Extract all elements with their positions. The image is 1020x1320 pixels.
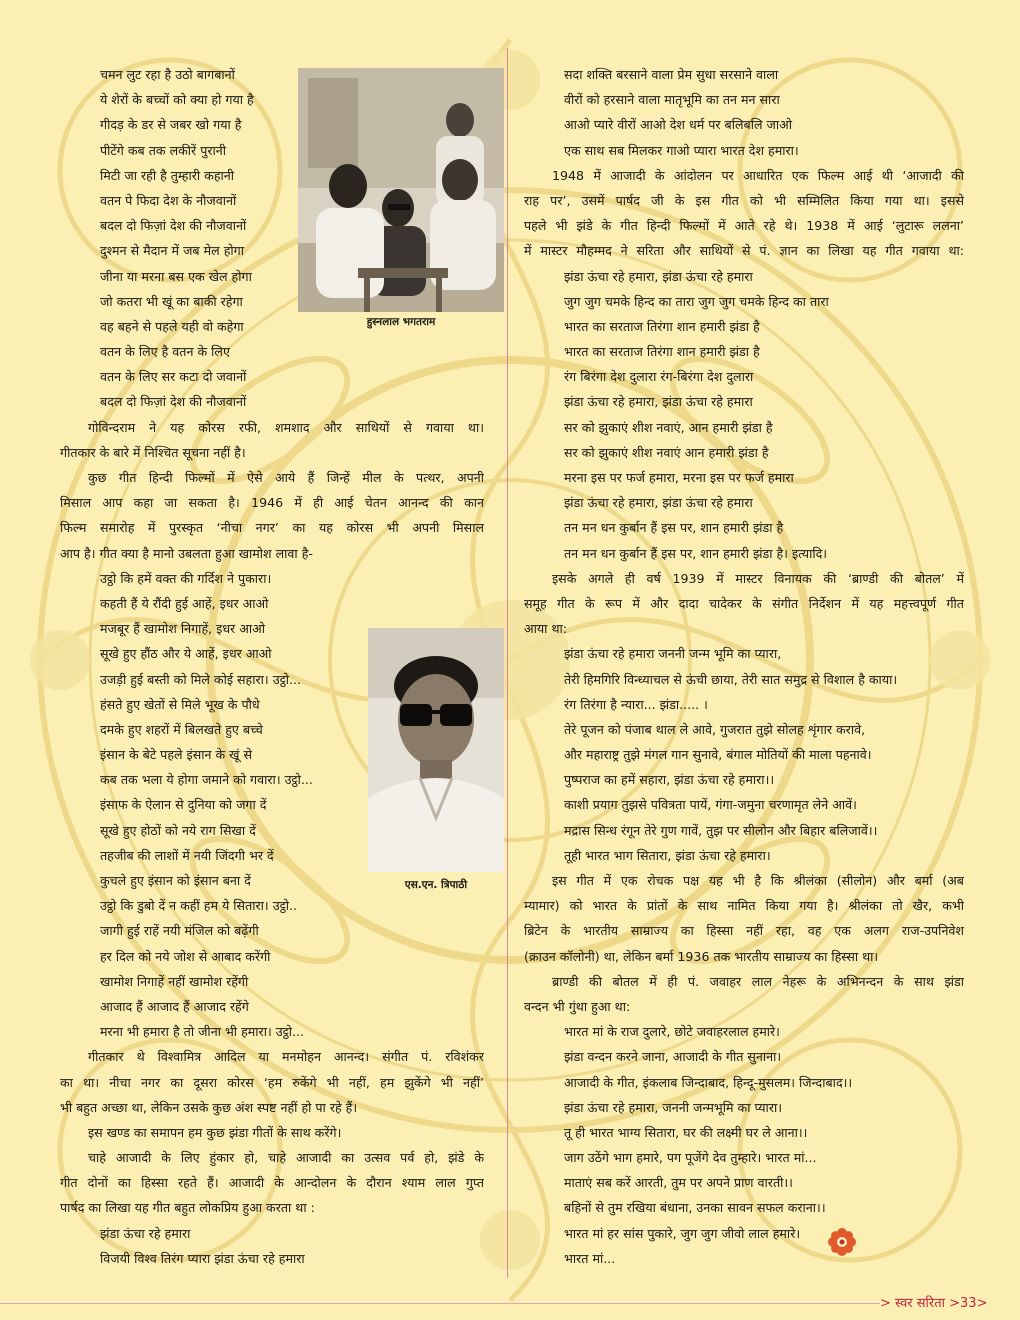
text-line: भी बहुत अच्छा था, लेकिन उसके कुछ अंश स्पष्ट नहीं हो पा रहे हैं। — [60, 1099, 358, 1115]
text-line: तन मन धन कुर्बान हैं इस पर, शान हमारी झंडा है। इत्यादि। — [564, 545, 828, 561]
text-line: तहजीब की लाशों में नयी जिंदगी भर दें — [100, 847, 274, 863]
text-line: चमन लुट रहा है उठो बागबानों — [100, 67, 235, 82]
text-line: दुश्मन से मैदान में जब मेल होगा — [100, 243, 244, 259]
text-line: उजड़ी हुई बस्ती को मिले कोई सहारा। उट्ठो... — [100, 671, 302, 687]
text-line: मद्रास सिन्ध रंगून तेरे गुण गावें, तुझ पर सीलोन और बिहार बलिजावें।। — [564, 822, 878, 838]
text-line: झंडा ऊंचा रहे हमारा — [100, 1225, 191, 1241]
text-line: भारत का सरताज तिरंगा शान हमारी झंडा है — [564, 344, 760, 360]
text-line: झंडा ऊंचा रहे हमारा, झंडा ऊंचा रहे हमारा — [564, 495, 753, 511]
text-line: सर को झुकाएं शीश नवाएं आन हमारी झंडा है — [564, 444, 769, 460]
text-line: झंडा ऊंचा रहे हमारा जननी जन्म भूमि का प्यारा, — [564, 646, 782, 662]
text-line: काशी प्रयाग तुझसे पवित्रता पायें, गंगा-जमुना चरणामृत लेने आवें। — [564, 797, 857, 813]
group-photo — [298, 68, 504, 312]
text-line: हंसते हुए खेतों से मिले भूख के पौधे — [100, 696, 260, 712]
text-line: ब्राण्डी की बोतल में ही पं. जवाहर लाल नेहरू के अभिनन्दन के साथ झंडा — [552, 973, 964, 989]
text-line: इंसाफ के ऐलान से दुनिया को जगा दें — [100, 797, 267, 813]
text-line: कहती हैं ये रौंदी हुई आहें, इधर आओ — [100, 595, 269, 611]
text-line: उट्ठो कि डुबो दें न कहीं हम ये सितारा। उट्ठो.. — [100, 898, 298, 914]
text-line: गीदड़ के डर से जबर खो गया है — [100, 117, 242, 133]
text-line: बदल दो फिज़ां देश की नौजवानों — [100, 394, 247, 410]
text-line: तूही भारत भाग सितारा, झंडा ऊंचा रहे हमारा। — [564, 847, 771, 863]
portrait-photo — [368, 628, 504, 872]
text-line: आजाद हैं आजाद हैं आजाद रहेंगे — [100, 998, 249, 1014]
photo-caption: एस.एन. त्रिपाठी — [404, 879, 468, 891]
text-line: वतन पे फिदा देश के नौजवानों — [100, 192, 237, 208]
text-line: झंडा ऊंचा रहे हमारा, झंडा ऊंचा रहे हमारा — [564, 394, 753, 410]
text-line: जाग उठेंगे भाग हमारे, पग पूजेंगे देव तुम्हारे। भारत मां... — [564, 1150, 817, 1166]
text-line: एक साथ सब मिलकर गाओ प्यारा भारत देश हमारा। — [564, 142, 799, 158]
text-line: इसके अगले ही वर्ष 1939 में मास्टर विनायक की ‘ब्राण्डी की बोतल’ में — [552, 570, 964, 586]
text-line: इस खण्ड का समापन हम कुछ झंडा गीतों के साथ करेंगे। — [88, 1124, 342, 1140]
text-line: आया था: — [524, 621, 567, 637]
footer-rule — [0, 1303, 880, 1304]
text-line: (क्राउन कॉलोनी) था, लेकिन बर्मा 1936 तक भारतीय साम्राज्य का हिस्सा था। — [524, 948, 879, 964]
text-line: सदा शक्ति बरसाने वाला प्रेम सुधा सरसाने वाला — [564, 67, 779, 82]
page-footer: > स्वर सरिता >33> — [880, 1296, 988, 1311]
photo-caption: हुस्नलाल भगतराम — [366, 316, 436, 328]
text-line: सूखे हुए हौंठ और ये आहें, इधर आओ — [100, 646, 272, 662]
text-line: उट्ठो कि हमें वक्त की गर्दिश ने पुकारा। — [100, 570, 272, 586]
text-line: खामोश निगाहें नहीं खामोश रहेंगी — [100, 973, 249, 989]
text-line: वतन के लिए है वतन के लिए — [100, 344, 230, 360]
text-line: तेरी हिमगिरि विन्ध्याचल से ऊंची छाया, तेरी सात समुद्र से विशाल है काया। — [564, 671, 898, 687]
text-line: माताएं सब करें आरती, तुम पर अपने प्राण वारती।। — [564, 1175, 793, 1191]
text-line: समूह गीत के रूप में और दादा चादेकर के संगीत निर्देशन में यह महत्त्वपूर्ण गीत — [524, 595, 964, 611]
text-line: जो कतरा भी खूं का बाकी रहेगा — [100, 293, 243, 309]
text-line: पहले भी झंडे के गीत हिन्दी फिल्मों में आते रहे थे। 1938 में आई ‘लुटारू ललना’ — [524, 218, 964, 234]
text-line: कब तक भला ये होगा जमाने को गवारा। उट्ठो... — [100, 772, 313, 788]
text-line: रंग तिरंगा है न्यारा... झंडा..... । — [564, 696, 708, 712]
text-line: झंडा वन्दन करने जाना, आजादी के गीत सुनाना। — [564, 1049, 782, 1065]
text-line: राह पर’, उसमें पार्षद जी के इस गीत को भी सम्मिलित किया गया था। इससे — [524, 192, 964, 208]
text-line: पीटेंगे कब तक लकीरें पुरानी — [100, 142, 227, 158]
text-line: तन मन धन कुर्बान हैं इस पर, शान हमारी झंडा है — [564, 520, 784, 536]
text-line: भारत मां के राज दुलारे, छोटे जवाहरलाल हमारे। — [564, 1024, 780, 1040]
text-line: ये शेरों के बच्चों को क्या हो गया है — [100, 92, 254, 108]
text-line: जागी हुई राहें नयी मंजिल को बढ़ेंगी — [100, 923, 259, 939]
text-line: में मास्टर मौहम्मद ने सरिता और साथियों से पं. ज्ञान का लिखा यह गीत गवाया था: — [524, 243, 964, 259]
text-line: सर को झुकाएं शीश नवाएं, आन हमारी झंडा है — [564, 419, 773, 435]
text-line: फिल्म समारोह में पुरस्कृत ‘नीचा नगर’ का यह कोरस भी अपनी मिसाल — [60, 520, 484, 536]
text-line: दमके हुए शहरों में बिलखते हुए बच्चे — [100, 721, 263, 737]
text-line: मजबूर हैं खामोश निगाहें, इधर आओ — [100, 621, 265, 637]
text-line: गीतकार के बारे में निश्चित सूचना नहीं है। — [60, 444, 246, 460]
text-line: तेरे पूजन को पंजाब थाल ले आवे, गुजरात तुझे सोलह शृंगार करावे, — [564, 721, 866, 737]
text-line: और महाराष्ट्र तुझे मंगल गान सुनावे, बंगाल मोतियों की माला पहनावे। — [564, 747, 872, 763]
text-line: वह बहने से पहले यही वो कहेगा — [100, 318, 244, 334]
column-divider — [507, 48, 508, 1278]
text-line: जुग जुग चमके हिन्द का तारा जुग जुग चमके हिन्द का तारा — [564, 293, 829, 309]
text-line: कुचले हुए इंसान को इंसान बना दें — [100, 873, 251, 888]
text-line: सूखे हुए होठों को नये राग सिखा दें — [100, 822, 256, 838]
text-line: बहिनों से तुम रखिया बंधाना, उनका सावन सफल कराना।। — [564, 1200, 826, 1216]
text-line: म्यामार) को भारत के प्रांतों के साथ नामित किया गया है। श्रीलंका तो खैर, कभी — [524, 898, 964, 914]
text-line: चाहे आजादी के लिए हुंकार हो, चाहे आजादी का उत्सव पर्व हो, झंडे के — [88, 1150, 484, 1166]
text-line: इंसान के बेटे पहले इंसान के खूं से — [100, 747, 252, 763]
text-line: ब्रिटेन के भारतीय साम्राज्य का हिस्सा नहीं रहा, वह एक अलग राज-उपनिवेश — [524, 923, 964, 939]
text-line: वन्दन भी गुंथा हुआ था: — [524, 998, 631, 1014]
right-column — [524, 62, 964, 1271]
text-line: वतन के लिए सर कटा दो जवानों — [100, 369, 247, 385]
text-line: झंडा ऊंचा रहे हमारा, जननी जन्मभूमि का प्यारा। — [564, 1099, 783, 1115]
text-line: मिटी जा रही है तुम्हारी कहानी — [100, 167, 235, 183]
text-line: 1948 में आजादी के आंदोलन पर आधारित एक फिल्म आई थी ‘आजादी की — [552, 167, 964, 183]
text-line: झंडा ऊंचा रहे हमारा, झंडा ऊंचा रहे हमारा — [564, 268, 753, 284]
text-line: मिसाल आप कहा जा सकता है। 1946 में ही आई चेतन आनन्द की कान — [60, 495, 484, 511]
text-line: भारत मां हर सांस पुकारे, जुग जुग जीवो लाल हमारे। — [564, 1225, 801, 1241]
text-line: तू ही भारत भाग्य सितारा, घर की लक्ष्मी घर ले आना।। — [564, 1124, 808, 1140]
text-line: पार्षद का लिखा यह गीत बहुत लोकप्रिय हुआ करता था : — [60, 1200, 315, 1216]
text-line: भारत मां... — [564, 1250, 616, 1266]
text-line: गोविन्दराम ने यह कोरस रफी, शमशाद और साथियों से गवाया था। — [88, 419, 484, 435]
text-line: गीत दोनों का हिस्सा रहते हैं। आजादी के आन्दोलन के दौरान श्याम लाल गुप्त — [60, 1175, 484, 1191]
text-line: का था। नीचा नगर का दूसरा कोरस ‘हम रुकेंगे भी नहीं, हम झुकेंगे भी नहीं’ — [60, 1074, 484, 1090]
text-line: गीतकार थे विश्वामित्र आदिल या मनमोहन आनन्द। संगीत पं. रविशंकर — [88, 1049, 484, 1065]
text-line: आओ प्यारे वीरों आओ देश धर्म पर बलिबलि जाओ — [564, 117, 793, 133]
text-line: जीना या मरना बस एक खेल होगा — [100, 268, 252, 284]
text-line: विजयी विश्व तिरंग प्यारा झंडा ऊंचा रहे हमारा — [100, 1250, 305, 1266]
text-line: बदल दो फिज़ां देश की नौजवानों — [100, 218, 247, 234]
text-line: आप है। गीत क्या है मानो उबलता हुआ खामोश लावा है- — [60, 545, 313, 561]
text-line: कुछ गीत हिन्दी फिल्मों में ऐसे आये हैं जिन्हें मील के पत्थर, अपनी — [88, 470, 484, 485]
text-line: भारत का सरताज तिरंगा शान हमारी झंडा है — [564, 318, 760, 334]
text-line: रंग बिरंगा देश दुलारा रंग-बिरंगा देश दुलारा — [564, 369, 754, 385]
text-line: इस गीत में एक रोचक पक्ष यह भी है कि श्रीलंका (सीलोन) और बर्मा (अब — [552, 873, 964, 888]
text-line: मरना भी हमारा है तो जीना भी हमारा। उट्ठो... — [100, 1024, 305, 1040]
text-line: वीरों को हरसाने वाला मातृभूमि का तन मन सारा — [564, 92, 780, 108]
text-line: मरना इस पर फर्ज हमारा, मरना इस पर फर्ज हमारा — [564, 470, 794, 485]
flower-icon — [828, 1228, 856, 1256]
text-line: आजादी के गीत, इंकलाब जिन्दाबाद, हिन्दू-मुसलम। जिन्दाबाद।। — [564, 1074, 853, 1090]
text-line: पुष्पराज का हमें सहारा, झंडा ऊंचा रहे हमारा।। — [564, 772, 775, 788]
text-line: हर दिल को नये जोश से आबाद करेंगी — [100, 948, 271, 964]
